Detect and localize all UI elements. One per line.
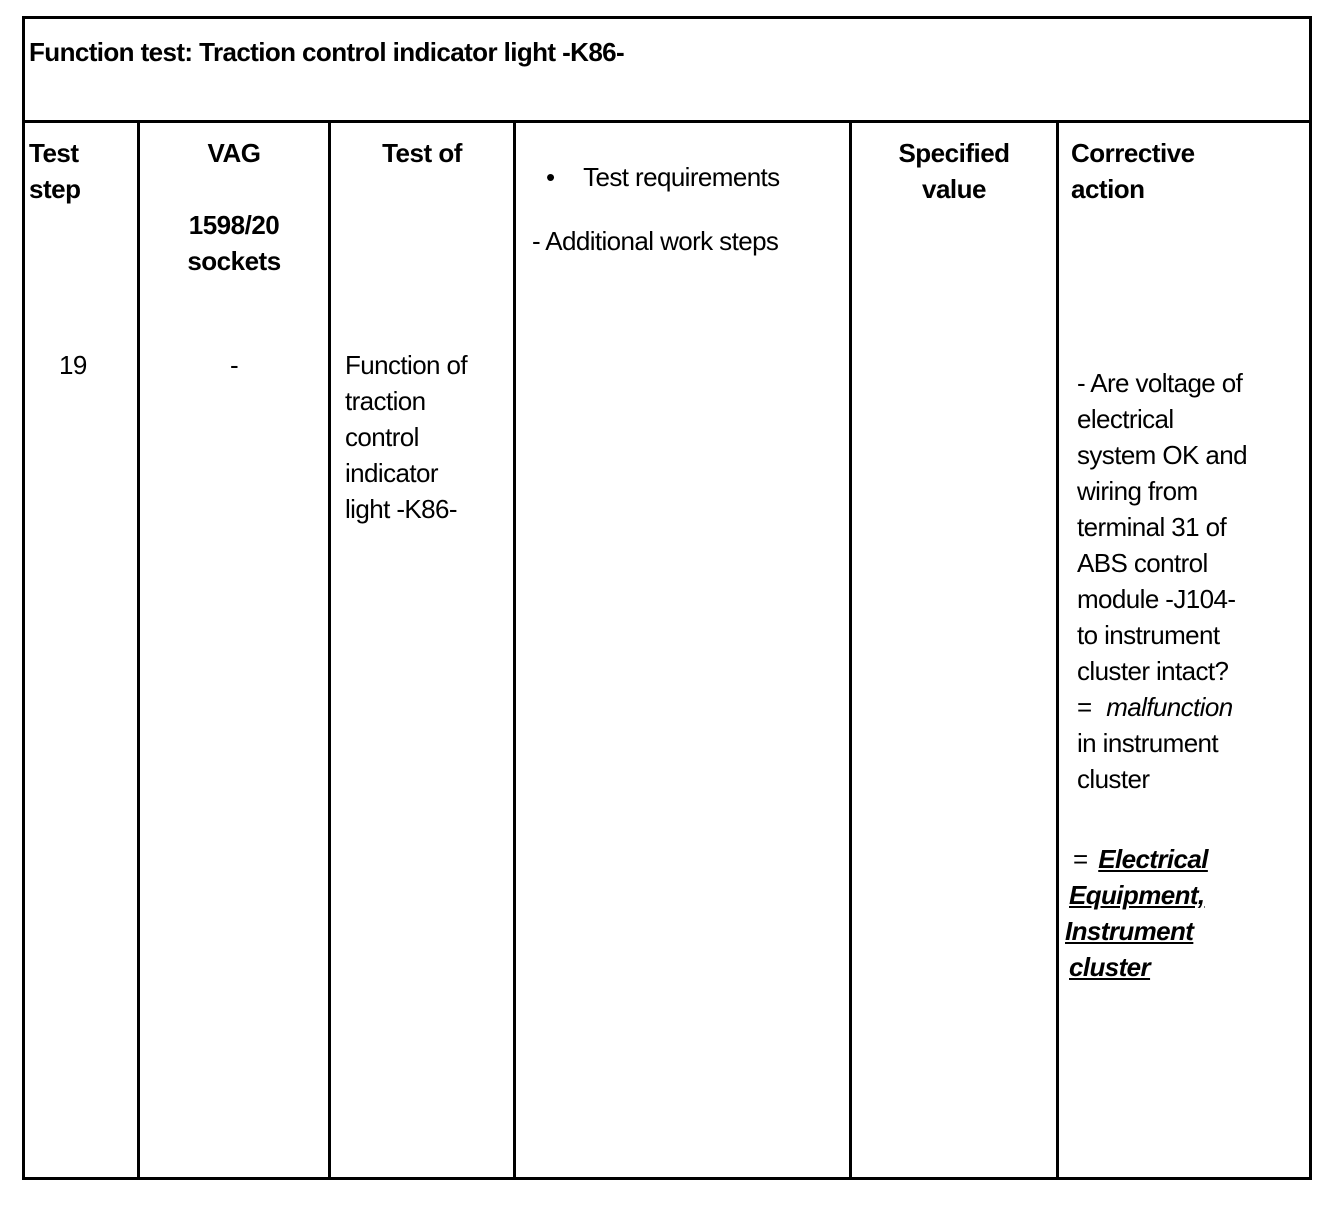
corrective-line9: cluster intact?: [1077, 656, 1229, 686]
test-of-line1: Function of: [345, 350, 468, 380]
result-malfunction: malfunction: [1106, 692, 1233, 722]
header-vag-line2: 1598/20: [188, 210, 280, 240]
test-of-line3: control: [345, 422, 419, 452]
header-test-requirements: [546, 159, 780, 195]
header-vag: [140, 135, 328, 279]
header-additional-steps: - Additional work steps: [532, 226, 779, 256]
header-corrective-action: [1071, 135, 1195, 207]
column-vag: [140, 123, 331, 1177]
header-specified-line2: value: [922, 174, 986, 204]
column-requirements: [516, 123, 852, 1177]
row-vag-value: -: [229, 350, 239, 380]
corrective-line8: to instrument: [1077, 620, 1220, 650]
header-specified-value: [852, 135, 1056, 207]
column-corrective-action: [1059, 123, 1309, 1177]
corrective-line2: electrical: [1077, 404, 1174, 434]
result-line3: cluster: [1077, 764, 1150, 794]
ref-line1[interactable]: [1065, 841, 1208, 877]
header-vag-line1: VAG: [207, 138, 261, 168]
header-vag-line3: sockets: [187, 246, 281, 276]
ref-link-cluster[interactable]: cluster: [1069, 952, 1151, 982]
test-of-line2: traction: [345, 386, 426, 416]
table-title-row: [25, 19, 1309, 123]
row-step-number: 19: [59, 350, 87, 380]
column-test-step: [25, 123, 140, 1177]
bullet-icon: •: [546, 162, 555, 192]
page-title: Function test: Traction control indicator light -K86-: [29, 37, 625, 67]
header-specified-line1: Specified: [898, 138, 1010, 168]
corrective-line1: - Are voltage of: [1077, 368, 1243, 398]
row-test-of: [345, 347, 467, 527]
ref-link-instrument[interactable]: Instrument: [1065, 916, 1194, 946]
header-test-step: [29, 135, 80, 207]
ref-link-equipment[interactable]: Equipment,: [1069, 880, 1205, 910]
test-of-line4: indicator: [345, 458, 438, 488]
result-line2: in instrument: [1077, 728, 1219, 758]
header-corrective-line2: action: [1071, 174, 1145, 204]
ref-link-electrical[interactable]: Electrical: [1098, 844, 1208, 874]
header-test-of: Test of: [382, 138, 462, 168]
result-line1: [1077, 689, 1247, 725]
function-test-table: [22, 16, 1312, 1180]
ref-equals: =: [1073, 844, 1088, 874]
header-test-step-line1: Test: [29, 138, 79, 168]
corrective-line4: wiring from: [1077, 476, 1198, 506]
header-test-step-line2: step: [29, 174, 81, 204]
column-test-of: [331, 123, 516, 1177]
corrective-action-text: [1077, 365, 1247, 797]
corrective-line3: system OK and: [1077, 440, 1247, 470]
corrective-line6: ABS control: [1077, 548, 1208, 578]
corrective-line5: terminal 31 of: [1077, 512, 1227, 542]
column-specified-value: [852, 123, 1059, 1177]
header-test-requirements-label: Test requirements: [583, 162, 780, 192]
corrective-line7: module -J104-: [1077, 584, 1236, 614]
reference-link-block[interactable]: [1065, 841, 1208, 985]
test-of-line5: light -K86-: [345, 494, 457, 524]
header-corrective-line1: Corrective: [1071, 138, 1195, 168]
result-equals: =: [1077, 692, 1092, 722]
